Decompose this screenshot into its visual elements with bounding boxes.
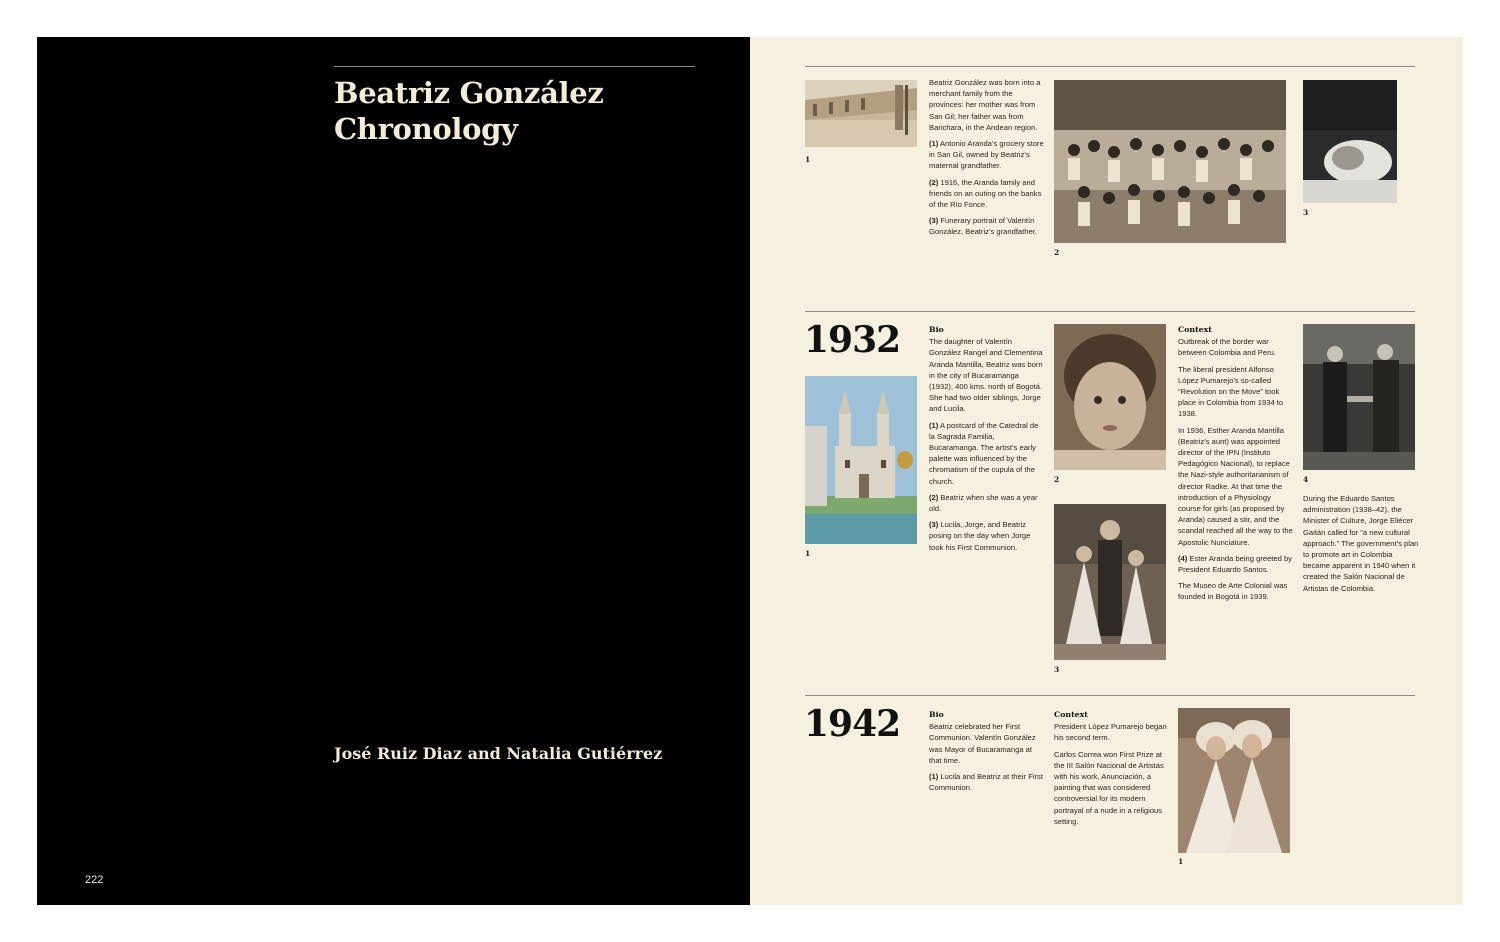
bio-column-1942	[929, 709, 1045, 798]
photo-label: 1	[1178, 857, 1184, 866]
year-1942-heading: 1942	[804, 703, 901, 745]
bio-caption-2: (2) Beatriz when she was a year old.	[929, 492, 1038, 514]
context-column-1942	[1054, 709, 1170, 832]
chronology-title	[334, 75, 714, 147]
bio-caption-3: (3) Lucila, Jorge, and Beatriz posing on the day when Jorge took his First Communion.	[929, 520, 1031, 552]
side-note-1932	[1303, 493, 1419, 599]
right-page	[750, 37, 1463, 905]
lucila-beatriz-communion-photo	[1178, 708, 1290, 853]
title-line-2: Chronology	[334, 112, 518, 146]
photo-label: 1	[805, 549, 811, 558]
intro-text-column	[929, 77, 1045, 243]
bio-heading: Bio	[929, 710, 944, 719]
photo-label: 3	[1303, 208, 1309, 217]
bio-column-1932	[929, 324, 1045, 558]
context-paragraph-1: Outbreak of the border war between Colombia and Peru.	[1178, 337, 1276, 358]
funerary-portrait-photo	[1303, 80, 1397, 203]
context-heading: Context	[1178, 325, 1212, 334]
context-paragraph-2: Carlos Correa won First Prize at the III Salón Nacional de Artistas with his work, Anunciación, a painting that was considered controversial for its modern portrayal of a nude in a religious setting.	[1054, 749, 1164, 826]
section-rule-1942	[805, 695, 1415, 696]
top-rule	[805, 66, 1415, 67]
context-paragraph-1: President López Pumarejo began his second term.	[1054, 722, 1167, 743]
context-caption-4: (4) Ester Aranda being greeted by President Eduardo Santos.	[1178, 553, 1292, 575]
photo-label: 4	[1303, 475, 1309, 484]
bio-heading: Bio	[929, 325, 944, 334]
context-column-1932	[1178, 324, 1294, 608]
bio-paragraph: The daughter of Valentín González Rangel and Clementina Aranda Mantilla, Beatriz was born in the city of Bucaramanga (1932), 400 kms. north of Bogotá. She had two older siblings, Jorge and Lucila.	[929, 337, 1043, 414]
photo-label: 2	[1054, 248, 1060, 257]
grocery-store-photo	[805, 80, 917, 147]
title-line-1: Beatriz González	[334, 76, 604, 110]
intro-caption-1: (1) Antonio Aranda’s grocery store in San Gil, owned by Beatriz’s maternal grandfather.	[929, 139, 1044, 171]
intro-caption-2: (2) 1916, the Aranda family and friends on an outing on the banks of the Río Fonce.	[929, 177, 1042, 210]
bio-caption-1: (1) Lucila and Beatriz at their First Communion.	[929, 772, 1043, 793]
left-page	[37, 37, 750, 905]
aranda-family-outing-photo	[1054, 80, 1286, 243]
year-1932-heading: 1932	[804, 319, 901, 361]
photo-label: 2	[1054, 475, 1060, 484]
context-paragraph-4: The Museo de Arte Colonial was founded in Bogotá in 1939.	[1178, 581, 1288, 602]
context-paragraph-2: The liberal president Alfonso López Pumarejo’s so-called “Revolution on the Move” took place in Colombia from 1934 to 1938.	[1178, 364, 1284, 419]
context-paragraph-3: In 1936, Esther Aranda Mantilla (Beatriz’s aunt) was appointed director of the IPN (Instituto Pedagógico Nacional), to replace the Nazi-style authoritarianism of director Radke. At that time the introduction of a Physiology course for girls (as proposed by Aranda) caused a stir, and the scandal reached all the way to the Apostolic Nunciature.	[1178, 425, 1293, 547]
cathedral-postcard-photo	[805, 376, 917, 544]
first-communion-siblings-photo	[1054, 504, 1166, 660]
side-note-paragraph: During the Eduardo Santos administration (1938–42), the Minister of Culture, Jorge Eliécer Gaitán called for “a new cultural approach.” The government’s plan to promote art in Colombia became apparent in 1940 when it created the Salón Nacional de Artistas de Colombia.	[1303, 494, 1419, 593]
bio-paragraph: Beatriz celebrated her First Communion. Valentín González was Mayor of Bucaramanga at that time.	[929, 722, 1036, 765]
photo-label: 1	[805, 155, 811, 164]
authors-line: José Ruiz Diaz and Natalia Gutiérrez	[334, 744, 663, 763]
photo-label: 3	[1054, 665, 1060, 674]
intro-paragraph: Beatriz González was born into a merchant family from the provinces: her mother was from San Gil; her father was from Barichara, in the Andean region.	[929, 78, 1041, 132]
santos-greeting-photo	[1303, 324, 1415, 470]
intro-caption-3: (3) Funerary portrait of Valentín González, Beatriz’s grandfather.	[929, 216, 1037, 237]
beatriz-baby-photo	[1054, 324, 1166, 470]
section-rule-1932	[805, 311, 1415, 312]
title-rule	[334, 66, 695, 67]
bio-caption-1: (1) A postcard of the Catedral de la Sagrada Familia, Bucaramanga. The artist’s early palette was influenced by the chromatism of the cupula of the church.	[929, 420, 1039, 486]
context-heading: Context	[1054, 710, 1088, 719]
page-number: 222	[85, 874, 104, 886]
